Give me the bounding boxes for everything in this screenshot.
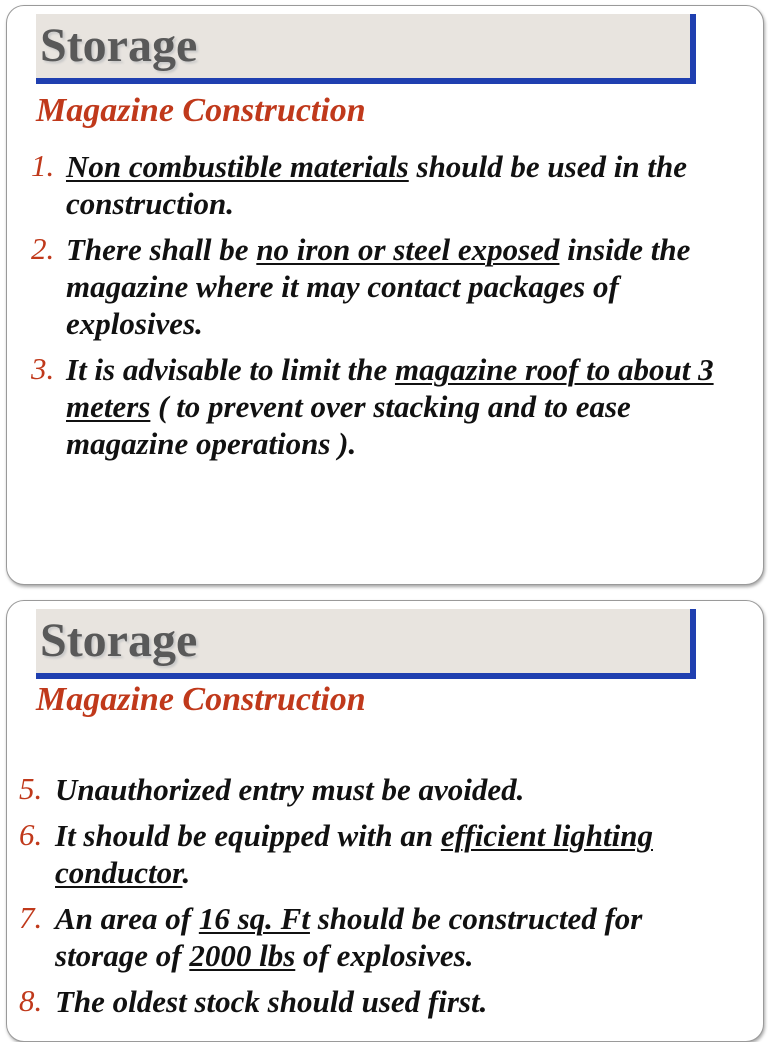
point-number: 1. — [31, 148, 55, 183]
text-run: It should be equipped with an — [55, 818, 441, 853]
point-number: 2. — [31, 231, 55, 266]
text-run: . — [182, 855, 191, 890]
point-number: 3. — [31, 351, 55, 386]
text-run: Unauthorized entry must be avoided. — [55, 772, 525, 807]
text-run: ( to prevent over stacking and to ease magazine operations ). — [66, 389, 631, 461]
slide-subtitle: Magazine Construction — [36, 681, 366, 718]
point-text — [19, 771, 743, 808]
list-item — [19, 771, 743, 808]
list-item — [31, 351, 741, 462]
slide-title-bar — [36, 609, 696, 679]
slide-2 — [6, 600, 764, 1042]
point-text — [19, 900, 743, 974]
list-item — [31, 148, 741, 222]
point-list — [19, 771, 743, 1029]
point-text — [19, 817, 743, 891]
text-run: inside the magazine where it may contact packages of explosives. — [66, 232, 691, 341]
point-text — [31, 231, 741, 342]
underlined-phrase: magazine roof to about 3 meters — [66, 352, 714, 424]
text-run: of explosives. — [295, 938, 474, 973]
point-list — [31, 148, 741, 471]
slide-title-bar — [36, 14, 696, 84]
text-run: It is advisable to limit the — [66, 352, 395, 387]
point-text — [19, 983, 743, 1020]
text-run: There shall be — [66, 232, 257, 267]
point-text — [31, 148, 741, 222]
list-item — [19, 983, 743, 1020]
text-run: should be used in the construction. — [66, 149, 687, 221]
slide-1 — [6, 5, 764, 585]
text-run: should be constructed for storage of — [55, 901, 643, 973]
list-item — [19, 900, 743, 974]
underlined-phrase: no iron or steel exposed — [256, 232, 560, 267]
slide-subtitle: Magazine Construction — [36, 92, 366, 129]
text-run: An area of — [55, 901, 199, 936]
point-number: 5. — [19, 771, 43, 806]
list-item — [19, 817, 743, 891]
point-number: 7. — [19, 900, 43, 935]
list-item — [31, 231, 741, 342]
underlined-phrase: 16 sq. Ft — [198, 901, 310, 936]
point-number: 6. — [19, 817, 43, 852]
underlined-phrase: 2000 lbs — [189, 938, 296, 973]
slide-title: Storage — [40, 614, 198, 667]
point-text — [31, 351, 741, 462]
slide-title: Storage — [40, 19, 198, 72]
point-number: 8. — [19, 983, 43, 1018]
text-run: The oldest stock should used first. — [55, 984, 488, 1019]
underlined-phrase: Non combustible materials — [66, 149, 409, 184]
underlined-phrase: efficient lighting conductor — [55, 818, 653, 890]
